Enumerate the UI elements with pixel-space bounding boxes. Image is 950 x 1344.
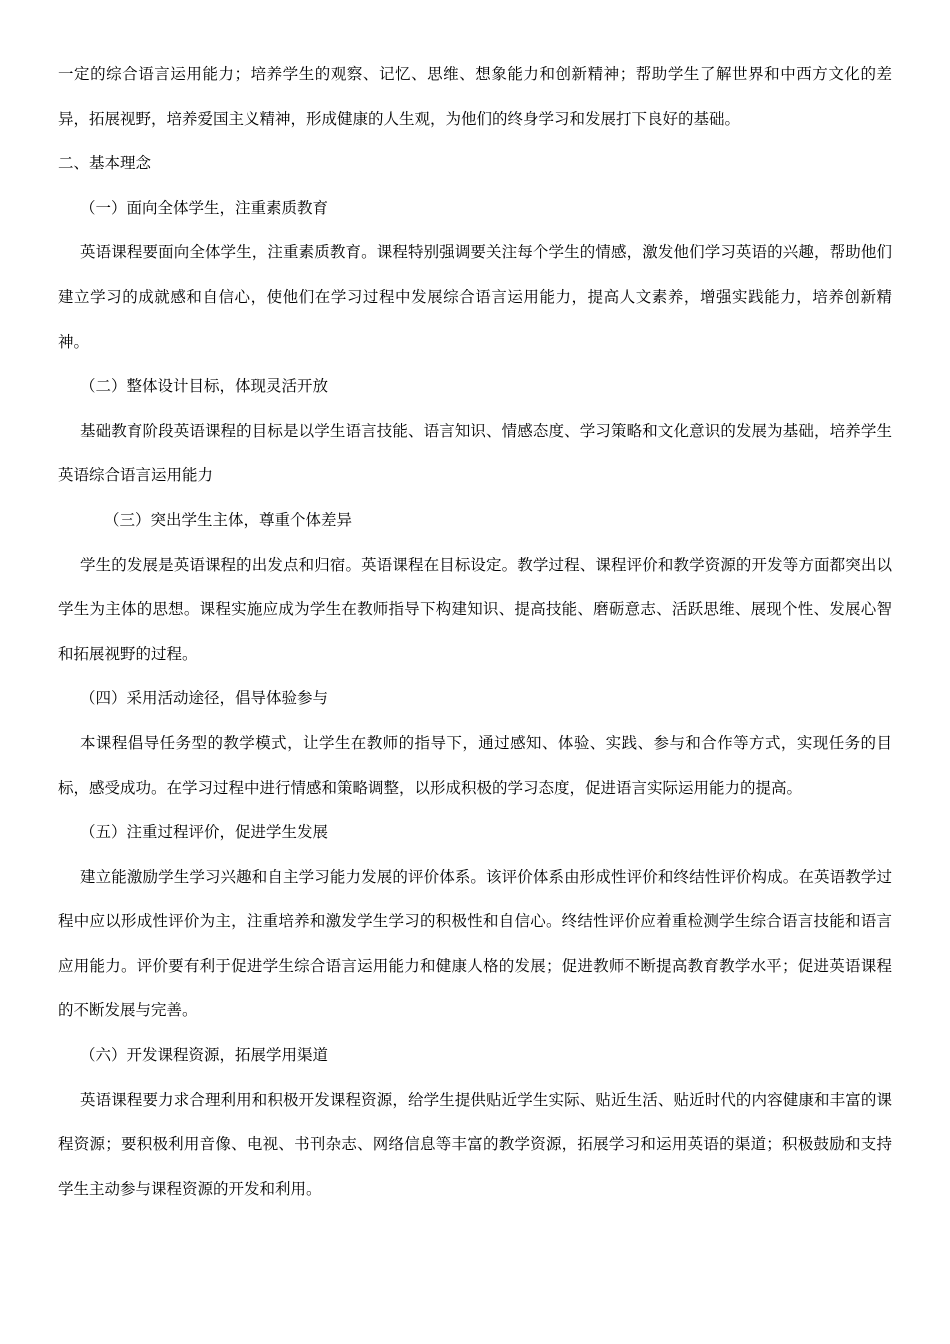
subheading-3: （三）突出学生主体，尊重个体差异 <box>104 510 353 529</box>
subheading-5: （五）注重过程评价，促进学生发展 <box>80 823 329 842</box>
paragraph-2: 基础教育阶段英语课程的目标是以学生语言技能、语言知识、情感态度、学习策略和文化意识的发展为基础，培养学生英语综合语言运用能力 <box>58 421 892 485</box>
subheading-4: （四）采用活动途径，倡导体验参与 <box>80 689 329 708</box>
paragraph-1: 英语课程要面向全体学生，注重素质教育。课程特别强调要关注每个学生的情感，激发他们学习英语的兴趣，帮助他们建立学习的成就感和自信心，使他们在学习过程中发展综合语言运用能力，提高人文素养，增强实践能力，培养创新精神。 <box>58 243 892 351</box>
paragraph-6: 英语课程要力求合理利用和积极开发课程资源，给学生提供贴近学生实际、贴近生活、贴近时代的内容健康和丰富的课程资源；要积极利用音像、电视、书刊杂志、网络信息等丰富的教学资源，拓展学习和运用英语的渠道；积极鼓励和支持学生主动参与课程资源的开发和利用。 <box>58 1090 892 1198</box>
paragraph-4: 本课程倡导任务型的教学模式，让学生在教师的指导下，通过感知、体验、实践、参与和合作等方式，实现任务的目标，感受成功。在学习过程中进行情感和策略调整，以形成积极的学习态度，促进语言实际运用能力的提高。 <box>58 733 892 797</box>
paragraph-3: 学生的发展是英语课程的出发点和归宿。英语课程在目标设定。教学过程、课程评价和教学资源的开发等方面都突出以学生为主体的思想。课程实施应成为学生在教师指导下构建知识、提高技能、磨砺意志、活跃思维、展现个性、发展心智和拓展视野的过程。 <box>58 555 892 663</box>
subheading-2: （二）整体设计目标，体现灵活开放 <box>80 377 329 396</box>
intro-paragraph-continued: 一定的综合语言运用能力；培养学生的观察、记忆、思维、想象能力和创新精神；帮助学生了解世界和中西方文化的差异，拓展视野，培养爱国主义精神，形成健康的人生观，为他们的终身学习和发展打下良好的基础。 <box>58 65 892 128</box>
subheading-1: （一）面向全体学生，注重素质教育 <box>80 198 329 217</box>
section-heading-basic-concepts: 二、基本理念 <box>58 154 152 173</box>
paragraph-5: 建立能激励学生学习兴趣和自主学习能力发展的评价体系。该评价体系由形成性评价和终结性评价构成。在英语教学过程中应以形成性评价为主，注重培养和激发学生学习的积极性和自信心。终结性评价应着重检测学生综合语言技能和语言应用能力。评价要有利于促进学生综合语言运用能力和健康人格的发展；促进教师不断提高教育教学水平；促进英语课程的不断发展与完善。 <box>58 867 892 1020</box>
document-page <box>58 52 892 1211</box>
subheading-6: （六）开发课程资源，拓展学用渠道 <box>80 1046 329 1065</box>
